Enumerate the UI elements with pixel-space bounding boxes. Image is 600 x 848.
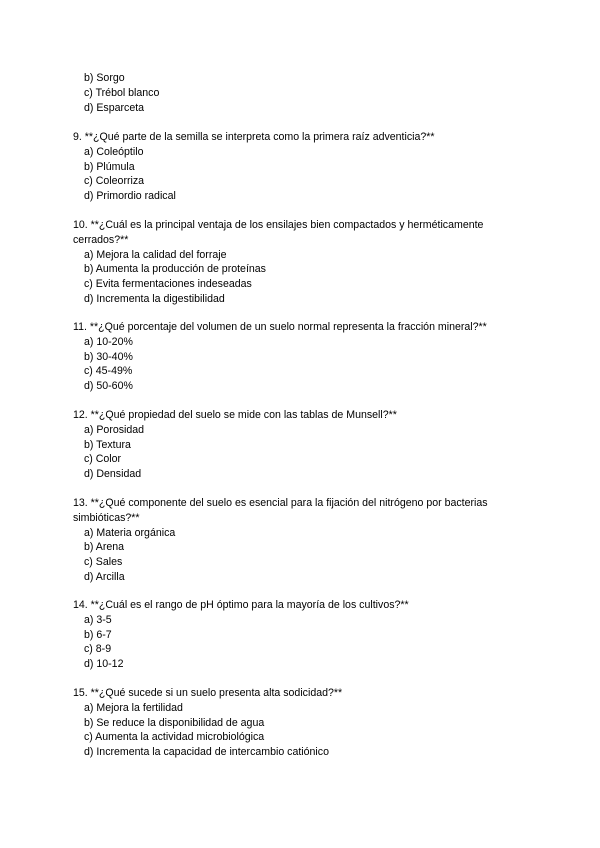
option-d: d) 10-12 bbox=[84, 658, 124, 671]
option-a: a) Mejora la fertilidad bbox=[84, 701, 183, 714]
option-d: d) 50-60% bbox=[84, 380, 133, 393]
option-b: b) 6-7 bbox=[84, 628, 112, 641]
question-text: 12. **¿Qué propiedad del suelo se mide con las tablas de Munsell?** bbox=[73, 409, 397, 421]
option-b: b) Arena bbox=[84, 541, 125, 554]
question-text: 14. **¿Cuál es el rango de pH óptimo para la mayoría de los cultivos?** bbox=[73, 599, 409, 611]
question-9 bbox=[73, 130, 543, 204]
option-d: d) Incrementa la digestibilidad bbox=[84, 292, 225, 305]
question-text: 11. **¿Qué porcentaje del volumen de un suelo normal representa la fracción mineral?** bbox=[73, 321, 487, 333]
option-b: b) Aumenta la producción de proteínas bbox=[84, 263, 266, 276]
option-c: c) Sales bbox=[84, 556, 123, 569]
option-d: d) Incrementa la capacidad de intercambio catiónico bbox=[84, 746, 329, 759]
question-13 bbox=[73, 496, 543, 585]
option-c: c) 45-49% bbox=[84, 365, 133, 378]
question-text: 15. **¿Qué sucede si un suelo presenta alta sodicidad?** bbox=[73, 687, 343, 699]
question-text: 13. **¿Qué componente del suelo es esencial para la fijación del nitrógeno por bacterias bbox=[73, 497, 488, 509]
option-a: a) Porosidad bbox=[84, 423, 145, 436]
question-11 bbox=[73, 320, 543, 394]
previous-question-options bbox=[73, 71, 543, 115]
option-b: b) Textura bbox=[84, 438, 131, 451]
option-b: b) Se reduce la disponibilidad de agua bbox=[84, 716, 265, 729]
option-a: a) Coleóptilo bbox=[84, 145, 144, 158]
question-text: 9. **¿Qué parte de la semilla se interpreta como la primera raíz adventicia?** bbox=[73, 131, 435, 143]
option-c: c) Color bbox=[84, 453, 122, 466]
option-a: a) Mejora la calidad del forraje bbox=[84, 248, 227, 261]
option-d: d) Primordio radical bbox=[84, 190, 176, 203]
option-b: b) Plúmula bbox=[84, 160, 135, 173]
option-b: b) Sorgo bbox=[84, 72, 125, 84]
question-15 bbox=[73, 686, 543, 760]
question-10 bbox=[73, 218, 543, 307]
option-b: b) 30-40% bbox=[84, 350, 133, 363]
option-a: a) 3-5 bbox=[84, 613, 112, 626]
option-d: d) Densidad bbox=[84, 468, 142, 481]
option-c: c) Trébol blanco bbox=[84, 86, 160, 99]
question-12 bbox=[73, 408, 543, 482]
option-c: c) Evita fermentaciones indeseadas bbox=[84, 278, 252, 291]
question-text-continued: simbióticas?** bbox=[73, 511, 140, 524]
question-text-continued: cerrados?** bbox=[73, 233, 129, 246]
question-text: 10. **¿Cuál es la principal ventaja de los ensilajes bien compactados y herméticamente bbox=[73, 219, 484, 231]
option-c: c) Aumenta la actividad microbiológica bbox=[84, 731, 265, 744]
option-d: d) Arcilla bbox=[84, 570, 125, 583]
question-14 bbox=[73, 598, 543, 672]
option-c: c) 8-9 bbox=[84, 643, 112, 656]
option-c: c) Coleorriza bbox=[84, 175, 145, 188]
option-d: d) Esparceta bbox=[84, 101, 145, 114]
option-a: a) Materia orgánica bbox=[84, 526, 176, 539]
option-a: a) 10-20% bbox=[84, 335, 133, 348]
